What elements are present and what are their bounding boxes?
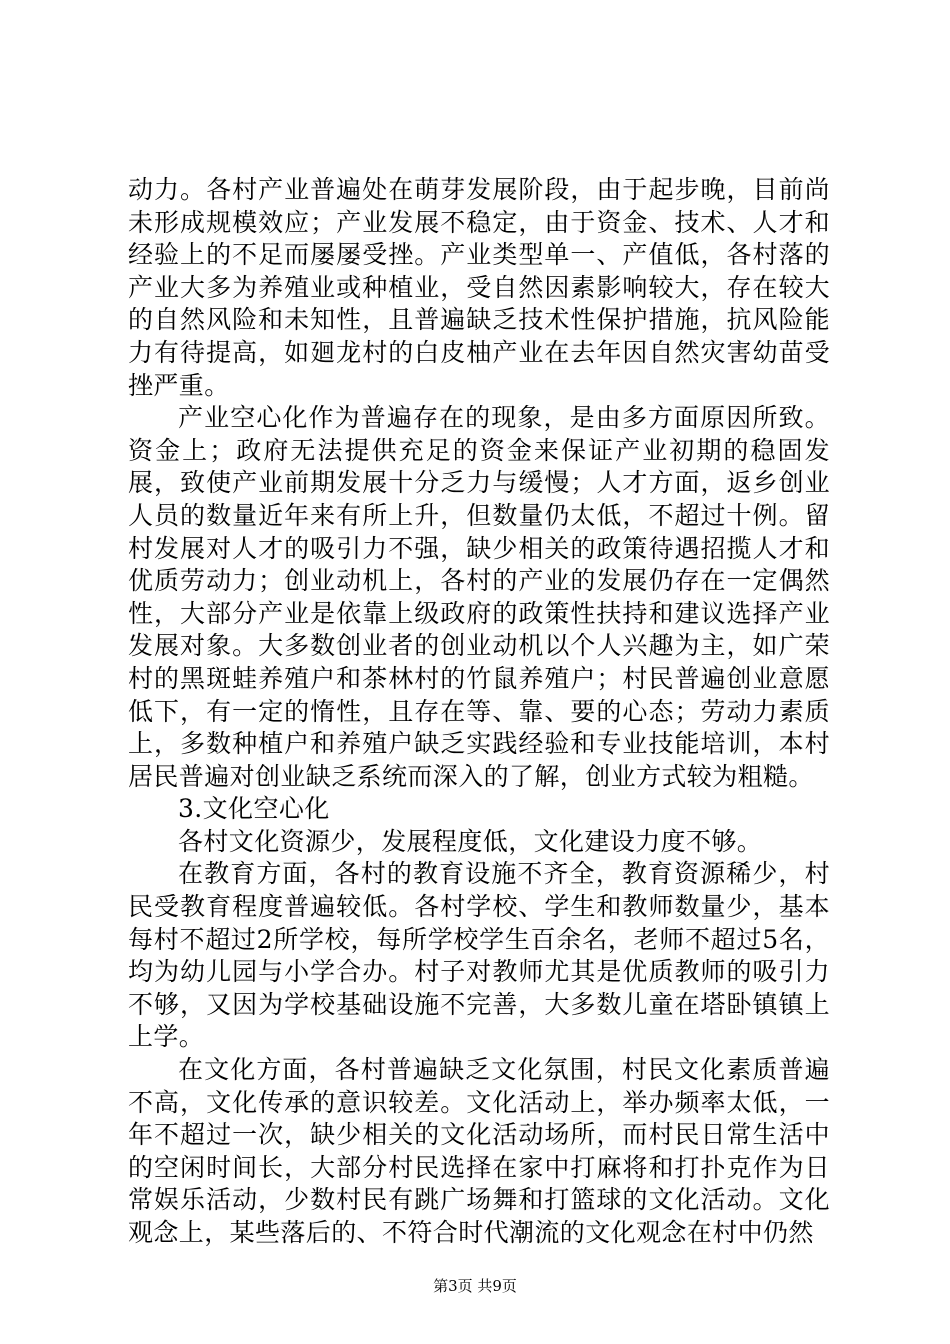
paragraph-culture: 在文化方面，各村普遍缺乏文化氛围，村民文化素质普遍不高，文化传承的意识较差。文化活动上，举办频率太低，一年不超过一次，缺少相关的文化活动场所，而村民日常生活中的空闲时间长，大部分村民选择在家中打麻将和打扑克作为日常娱乐活动，少数村民有跳广场舞和打篮球的文化活动。文化观念上，某些落后的、不符合时代潮流的文化观念在村中仍然 (128, 1055, 830, 1247)
paragraph-culture-summary: 各村文化资源少，发展程度低，文化建设力度不够。 (178, 826, 763, 856)
paragraph-education: 在教育方面，各村的教育设施不齐全，教育资源稀少，村民受教育程度普遍较低。各村学校、学生和教师数量少，基本每村不超过2所学校，每所学校学生百余名，老师不超过5名，均为幼儿园与小学合办。村子对教师尤其是优质教师的吸引力不够，又因为学校基础设施不完善，大多数儿童在塔卧镇镇上上学。 (128, 859, 830, 1052)
section-heading-culture: 3.文化空心化 (178, 794, 330, 824)
page-number-footer: 第3页 共9页 (433, 1277, 517, 1295)
document-body (128, 174, 830, 1250)
paragraph-industry-status: 动力。各村产业普遍处在萌芽发展阶段，由于起步晚，目前尚未形成规模效应；产业发展不稳定，由于资金、技术、人才和经验上的不足而屡屡受挫。产业类型单一、产值低，各村落的产业大多为养殖业或种植业，受自然因素影响较大，存在较大的自然风险和未知性，且普遍缺乏技术性保护措施，抗风险能力有待提高，如廻龙村的白皮柚产业在去年因自然灾害幼苗受挫严重。 (128, 175, 830, 400)
paragraph-industry-causes: 产业空心化作为普遍存在的现象，是由多方面原因所致。资金上；政府无法提供充足的资金来保证产业初期的稳固发展，致使产业前期发展十分乏力与缓慢；人才方面，返乡创业人员的数量近年来有所上升，但数量仍太低，不超过十例。留村发展对人才的吸引力不强，缺少相关的政策待遇招揽人才和优质劳动力；创业动机上，各村的产业的发展仍存在一定偶然性，大部分产业是依靠上级政府的政策性扶持和建议选择产业发展对象。大多数创业者的创业动机以个人兴趣为主，如广荣村的黑斑蛙养殖户和茶林村的竹鼠养殖户；村民普遍创业意愿低下，有一定的惰性，且存在等、靠、要的心态；劳动力素质上，多数种植户和养殖户缺乏实践经验和专业技能培训，本村居民普遍对创业缺乏系统而深入的了解，创业方式较为粗糙。 (128, 403, 830, 791)
